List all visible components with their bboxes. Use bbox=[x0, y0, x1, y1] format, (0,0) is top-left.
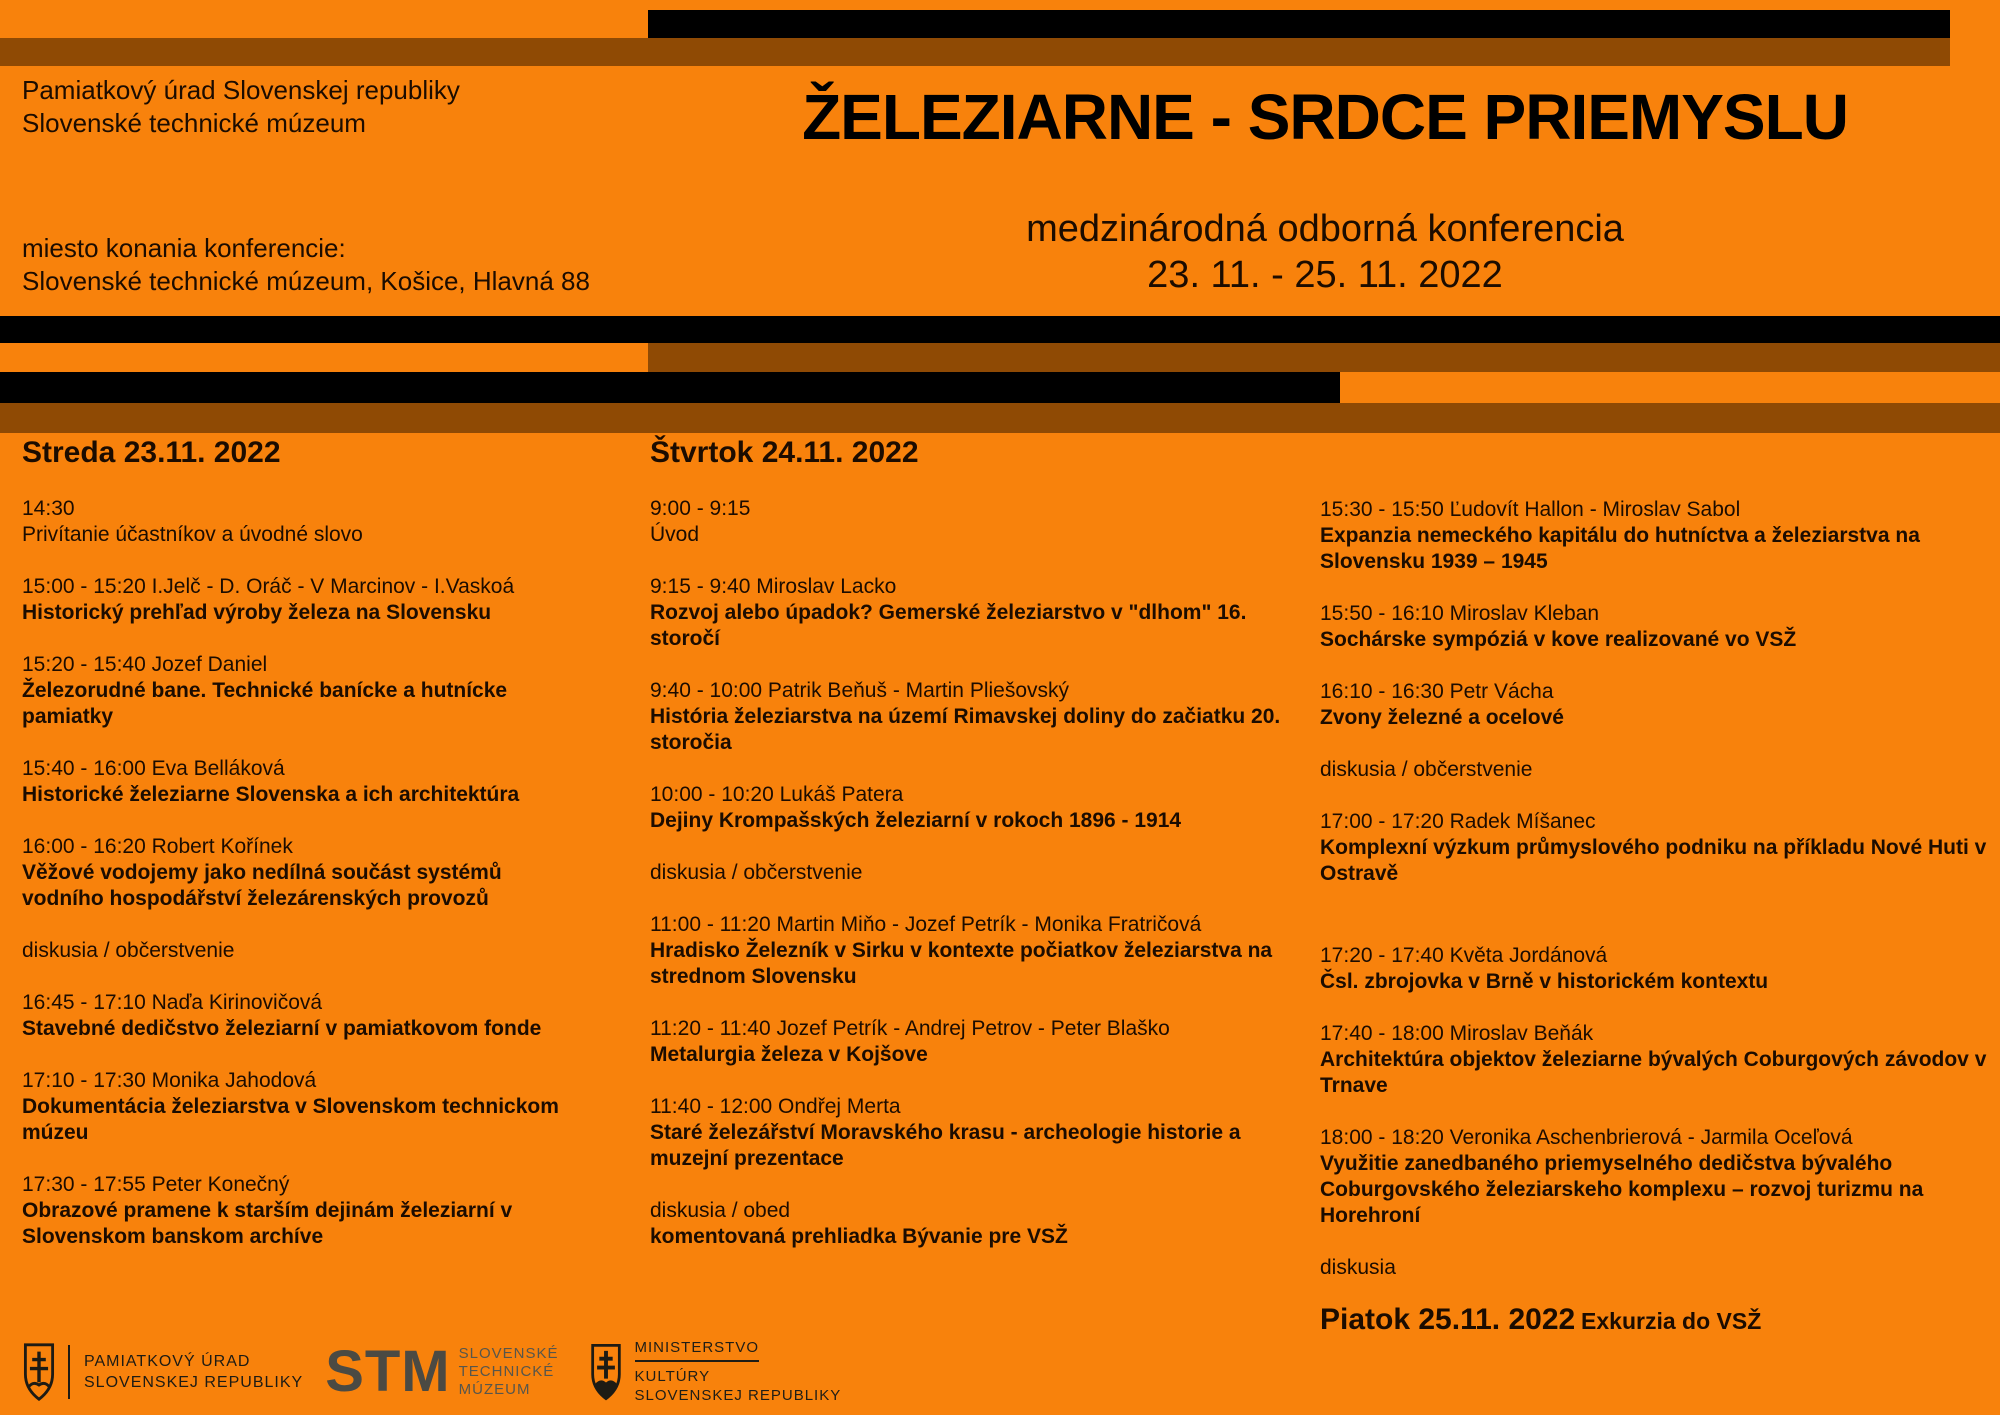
conference-dates: 23. 11. - 25. 11. 2022 bbox=[1147, 254, 1503, 296]
session bbox=[1320, 679, 1996, 731]
organizer-line-2: Slovenské technické múzeum bbox=[22, 108, 366, 138]
logo-pamiatkovy-urad bbox=[22, 1341, 303, 1403]
stm-line-1: SLOVENSKÉ bbox=[458, 1344, 559, 1362]
min-line-1: MINISTERSTVO bbox=[635, 1338, 760, 1362]
organizers-block bbox=[22, 74, 460, 140]
session-time-speakers: 15:50 - 16:10 Miroslav Kleban bbox=[1320, 602, 1599, 625]
session-time-speakers: 17:30 - 17:55 Peter Konečný bbox=[22, 1173, 290, 1196]
session bbox=[650, 1198, 1290, 1250]
session-time-speakers: 17:20 - 17:40 Květa Jordánová bbox=[1320, 944, 1608, 967]
session-title: Úvod bbox=[650, 523, 700, 546]
session-title: Dejiny Krompašských železiarní v rokoch 1896 - 1914 bbox=[650, 809, 1182, 832]
middle-brown-stripe-2 bbox=[0, 403, 2000, 433]
session-list-wednesday bbox=[22, 496, 572, 1250]
session-title: Komplexní výzkum průmyslového podniku na příkladu Nové Huti v Ostravě bbox=[1320, 836, 1987, 885]
session-title: Rozvoj alebo úpadok? Gemerské železiarstvo v "dlhom" 16. storočí bbox=[650, 601, 1247, 650]
top-brown-stripe bbox=[0, 38, 1950, 66]
session-title: Čsl. zbrojovka v Brně v historickém kontextu bbox=[1320, 970, 1769, 993]
middle-black-stripe-2 bbox=[0, 372, 1340, 403]
logo-ministerstvo-kultury bbox=[589, 1338, 842, 1405]
session bbox=[22, 1172, 572, 1250]
pu-line-2: SLOVENSKEJ REPUBLIKY bbox=[84, 1373, 304, 1391]
session-title: Staré železářství Moravského krasu - archeologie historie a muzejní prezentace bbox=[650, 1121, 1241, 1170]
session-title: Expanzia nemeckého kapitálu do hutníctva a železiarstva na Slovensku 1939 – 1945 bbox=[1320, 524, 1920, 573]
session-title: Věžové vodojemy jako nedílná součást systémů vodního hospodářství železárenských provozů bbox=[22, 861, 502, 910]
session-time-speakers: 15:40 - 16:00 Eva Belláková bbox=[22, 757, 285, 780]
session bbox=[1320, 943, 1996, 995]
session-time-speakers: 15:00 - 15:20 I.Jelč - D. Oráč - V Marcinov - I.Vaskoá bbox=[22, 575, 515, 598]
schedule-column-thursday-continued bbox=[1320, 440, 1996, 1336]
session-time-speakers: 9:00 - 9:15 bbox=[650, 497, 751, 520]
day-header-wednesday: Streda 23.11. 2022 bbox=[22, 436, 281, 469]
footer-logos bbox=[22, 1338, 841, 1405]
session-title: Dokumentácia železiarstva v Slovenskom technickom múzeu bbox=[22, 1095, 559, 1144]
session bbox=[650, 1094, 1290, 1172]
session-title: Hradisko Železník v Sirku v kontexte počiatkov železiarstva na strednom Slovensku bbox=[650, 939, 1273, 988]
session bbox=[22, 574, 572, 626]
logo-divider bbox=[68, 1345, 70, 1399]
session-time-speakers: 17:10 - 17:30 Monika Jahodová bbox=[22, 1069, 317, 1092]
session bbox=[1320, 757, 1996, 783]
session-time-speakers: 15:30 - 15:50 Ľudovít Hallon - Miroslav Sabol bbox=[1320, 498, 1741, 521]
logo-stm bbox=[325, 1338, 559, 1404]
session-time-speakers: diskusia bbox=[1320, 1256, 1396, 1279]
session-title: Využitie zanedbaného priemyselného dedičstva bývalého Coburgovského železiarskeho komplexu – rozvoj turizmu na Horehroní bbox=[1320, 1152, 1924, 1227]
session-title: Obrazové pramene k starším dejinám železiarní v Slovenskom banskom archíve bbox=[22, 1199, 513, 1248]
session-time-speakers: 16:10 - 16:30 Petr Vácha bbox=[1320, 680, 1554, 703]
session-time-speakers: 14:30 bbox=[22, 497, 75, 520]
middle-black-stripe-1 bbox=[0, 316, 2000, 343]
schedule-column-wednesday bbox=[22, 436, 572, 1276]
session-time-speakers: diskusia / občerstvenie bbox=[650, 861, 863, 884]
session-time-speakers: diskusia / občerstvenie bbox=[1320, 758, 1533, 781]
session-title: Zvony železné a ocelové bbox=[1320, 706, 1564, 729]
day-header-thursday: Štvrtok 24.11. 2022 bbox=[650, 436, 919, 469]
session-time-speakers: 9:40 - 10:00 Patrik Beňuš - Martin Pliešovský bbox=[650, 679, 1070, 702]
session-time-speakers: 10:00 - 10:20 Lukáš Patera bbox=[650, 783, 904, 806]
session-time-speakers: 17:00 - 17:20 Radek Míšanec bbox=[1320, 810, 1596, 833]
session-title: Sochárske sympóziá v kove realizované vo VSŽ bbox=[1320, 628, 1797, 651]
stm-line-3: MÚZEUM bbox=[458, 1380, 531, 1398]
session-time-speakers: 15:20 - 15:40 Jozef Daniel bbox=[22, 653, 268, 676]
session bbox=[650, 678, 1290, 756]
session-title: Stavebné dedičstvo železiarní v pamiatkovom fonde bbox=[22, 1017, 542, 1040]
session bbox=[1320, 1255, 1996, 1281]
stm-logotype: STM bbox=[325, 1338, 451, 1404]
session bbox=[22, 496, 572, 548]
session bbox=[650, 860, 1290, 886]
session bbox=[1320, 809, 1996, 887]
venue-label: miesto konania konferencie: bbox=[22, 233, 346, 263]
venue-address: Slovenské technické múzeum, Košice, Hlavná 88 bbox=[22, 266, 590, 296]
session bbox=[650, 496, 1290, 548]
session bbox=[22, 652, 572, 730]
session-time-speakers: 17:40 - 18:00 Miroslav Beňák bbox=[1320, 1022, 1594, 1045]
session-time-speakers: 9:15 - 9:40 Miroslav Lacko bbox=[650, 575, 897, 598]
session bbox=[22, 990, 572, 1042]
venue-block bbox=[22, 232, 590, 298]
session-title: Železorudné bane. Technické banícke a hutnícke pamiatky bbox=[22, 679, 508, 728]
conference-title: ŽELEZIARNE - SRDCE PRIEMYSLU bbox=[802, 81, 1848, 153]
slovak-coat-of-arms-filled-icon bbox=[589, 1342, 623, 1402]
middle-brown-stripe-1 bbox=[648, 343, 2000, 372]
top-black-stripe bbox=[648, 10, 1950, 38]
session-list-thursday bbox=[650, 496, 1290, 1250]
session bbox=[1320, 1021, 1996, 1099]
session bbox=[650, 912, 1290, 990]
session-title: História železiarstva na území Rimavskej doliny do začiatku 20. storočia bbox=[650, 705, 1281, 754]
session-title: Privítanie účastníkov a úvodné slovo bbox=[22, 523, 363, 546]
slovak-coat-of-arms-outline-icon bbox=[22, 1341, 56, 1403]
session-time-speakers: 11:40 - 12:00 Ondřej Merta bbox=[650, 1095, 901, 1118]
session-title: Historické železiarne Slovenska a ich architektúra bbox=[22, 783, 520, 806]
session-time-speakers: 11:20 - 11:40 Jozef Petrík - Andrej Petrov - Peter Blaško bbox=[650, 1017, 1170, 1040]
session-time-speakers: 16:00 - 16:20 Robert Kořínek bbox=[22, 835, 293, 858]
title-block bbox=[660, 80, 1990, 154]
session-list-thursday-continued bbox=[1320, 440, 1996, 1281]
session bbox=[1320, 497, 1996, 575]
session bbox=[22, 938, 572, 964]
min-line-2: KULTÚRY bbox=[634, 1368, 711, 1385]
session bbox=[650, 574, 1290, 652]
session bbox=[1320, 601, 1996, 653]
session bbox=[22, 756, 572, 808]
stm-text bbox=[459, 1345, 559, 1399]
schedule-column-thursday bbox=[650, 436, 1290, 1276]
session bbox=[22, 834, 572, 912]
min-line-3: SLOVENSKEJ REPUBLIKY bbox=[634, 1387, 842, 1404]
friday-note: Exkurzia do VSŽ bbox=[1581, 1308, 1762, 1334]
stm-line-2: TECHNICKÉ bbox=[458, 1362, 555, 1380]
session bbox=[22, 1068, 572, 1146]
session-time-speakers: diskusia / občerstvenie bbox=[22, 939, 235, 962]
session-title: komentovaná prehliadka Bývanie pre VSŽ bbox=[650, 1225, 1068, 1248]
session bbox=[650, 782, 1290, 834]
session-time-speakers: 16:45 - 17:10 Naďa Kirinovičová bbox=[22, 991, 323, 1014]
friday-line bbox=[1320, 1303, 1996, 1336]
session-title: Historický prehľad výroby železa na Slovensku bbox=[22, 601, 492, 624]
session-title: Architektúra objektov železiarne bývalých Coburgových závodov v Trnave bbox=[1320, 1048, 1987, 1097]
session bbox=[1320, 1125, 1996, 1229]
session-time-speakers: 11:00 - 11:20 Martin Miňo - Jozef Petrík - Monika Fratričová bbox=[650, 913, 1202, 936]
session-title: Metalurgia železa v Kojšove bbox=[650, 1043, 928, 1066]
organizer-line-1: Pamiatkový úrad Slovenskej republiky bbox=[22, 75, 460, 105]
ministerstvo-text bbox=[635, 1338, 842, 1405]
session bbox=[650, 1016, 1290, 1068]
session-time-speakers: diskusia / obed bbox=[650, 1199, 791, 1222]
pamiatkovy-urad-text bbox=[84, 1351, 303, 1393]
session-time-speakers: 18:00 - 18:20 Veronika Aschenbrierová - Jarmila Oceľová bbox=[1320, 1126, 1853, 1149]
pu-line-1: PAMIATKOVÝ ÚRAD bbox=[84, 1352, 251, 1370]
conference-subtitle: medzinárodná odborná konferencia bbox=[1026, 208, 1624, 250]
friday-date: Piatok 25.11. 2022 bbox=[1320, 1303, 1576, 1336]
